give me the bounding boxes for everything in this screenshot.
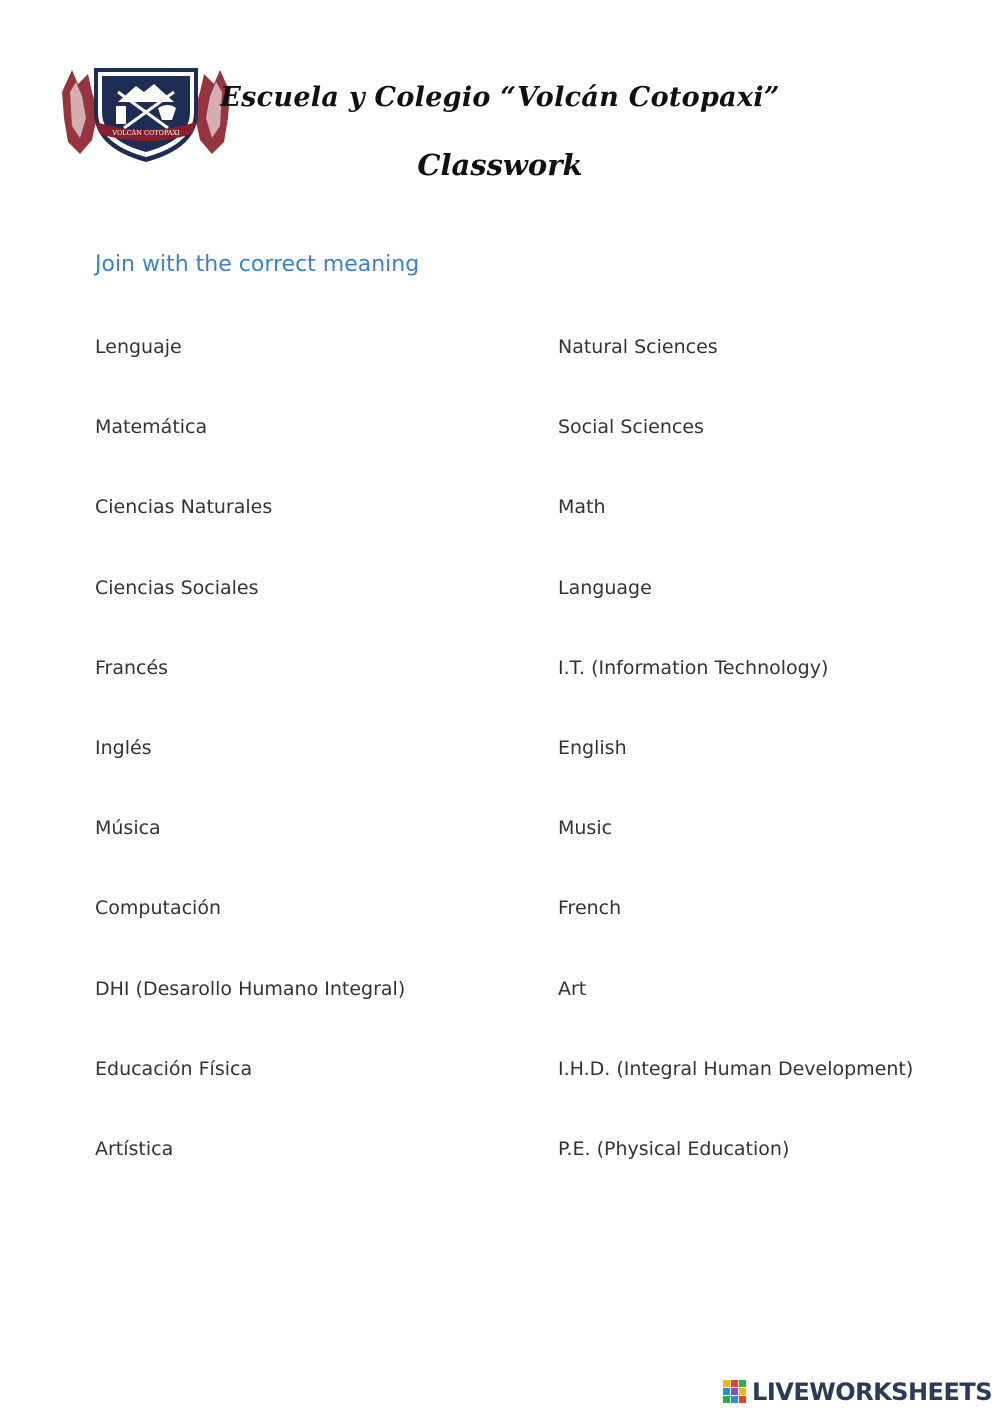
english-term[interactable]: English	[558, 736, 627, 759]
school-crest-logo	[58, 62, 234, 168]
spanish-term[interactable]: Educación Física	[95, 1057, 253, 1080]
match-row	[95, 897, 955, 977]
english-term[interactable]: Social Sciences	[558, 416, 704, 439]
match-row	[95, 817, 955, 897]
spanish-term[interactable]: Música	[95, 817, 161, 840]
spanish-term[interactable]: Matemática	[95, 416, 208, 439]
spanish-term[interactable]: Lenguaje	[95, 336, 182, 358]
crest-banner-text: VOLCÁN COTOPAXI	[112, 129, 180, 137]
match-row	[95, 1058, 955, 1138]
matching-list	[95, 336, 955, 1218]
english-term[interactable]: Math	[558, 496, 606, 519]
english-term[interactable]: Art	[558, 977, 587, 1000]
match-row	[95, 416, 955, 496]
spanish-term[interactable]: Artística	[95, 1137, 174, 1160]
english-term[interactable]: French	[558, 897, 622, 920]
match-row	[95, 657, 955, 737]
instruction-text: Join with the correct meaning	[95, 252, 420, 277]
match-row	[95, 577, 955, 657]
match-row	[95, 496, 955, 576]
english-term[interactable]: I.H.D. (Integral Human Development)	[558, 1057, 914, 1080]
match-row	[95, 737, 955, 817]
spanish-term[interactable]: Ciencias Sociales	[95, 576, 259, 599]
spanish-term[interactable]: Computación	[95, 897, 221, 920]
english-term[interactable]: P.E. (Physical Education)	[558, 1137, 790, 1160]
english-term[interactable]: Language	[558, 576, 652, 599]
match-row	[95, 336, 955, 416]
spanish-term[interactable]: Ciencias Naturales	[95, 496, 273, 519]
sheet-title: Classwork	[417, 148, 583, 182]
liveworksheets-watermark	[722, 1377, 992, 1407]
school-name-title: Escuela y Colegio “Volcán Cotopaxi”	[220, 82, 780, 113]
match-row	[95, 1138, 955, 1218]
liveworksheets-logo-icon	[722, 1379, 748, 1405]
match-row	[95, 978, 955, 1058]
spanish-term[interactable]: Francés	[95, 656, 169, 679]
spanish-term[interactable]: Inglés	[95, 736, 152, 759]
english-term[interactable]: Natural Sciences	[558, 336, 718, 358]
english-term[interactable]: I.T. (Information Technology)	[558, 656, 829, 679]
spanish-term[interactable]: DHI (Desarollo Humano Integral)	[95, 977, 406, 1000]
english-term[interactable]: Music	[558, 817, 613, 840]
watermark-text: LIVEWORKSHEETS	[752, 1378, 992, 1406]
